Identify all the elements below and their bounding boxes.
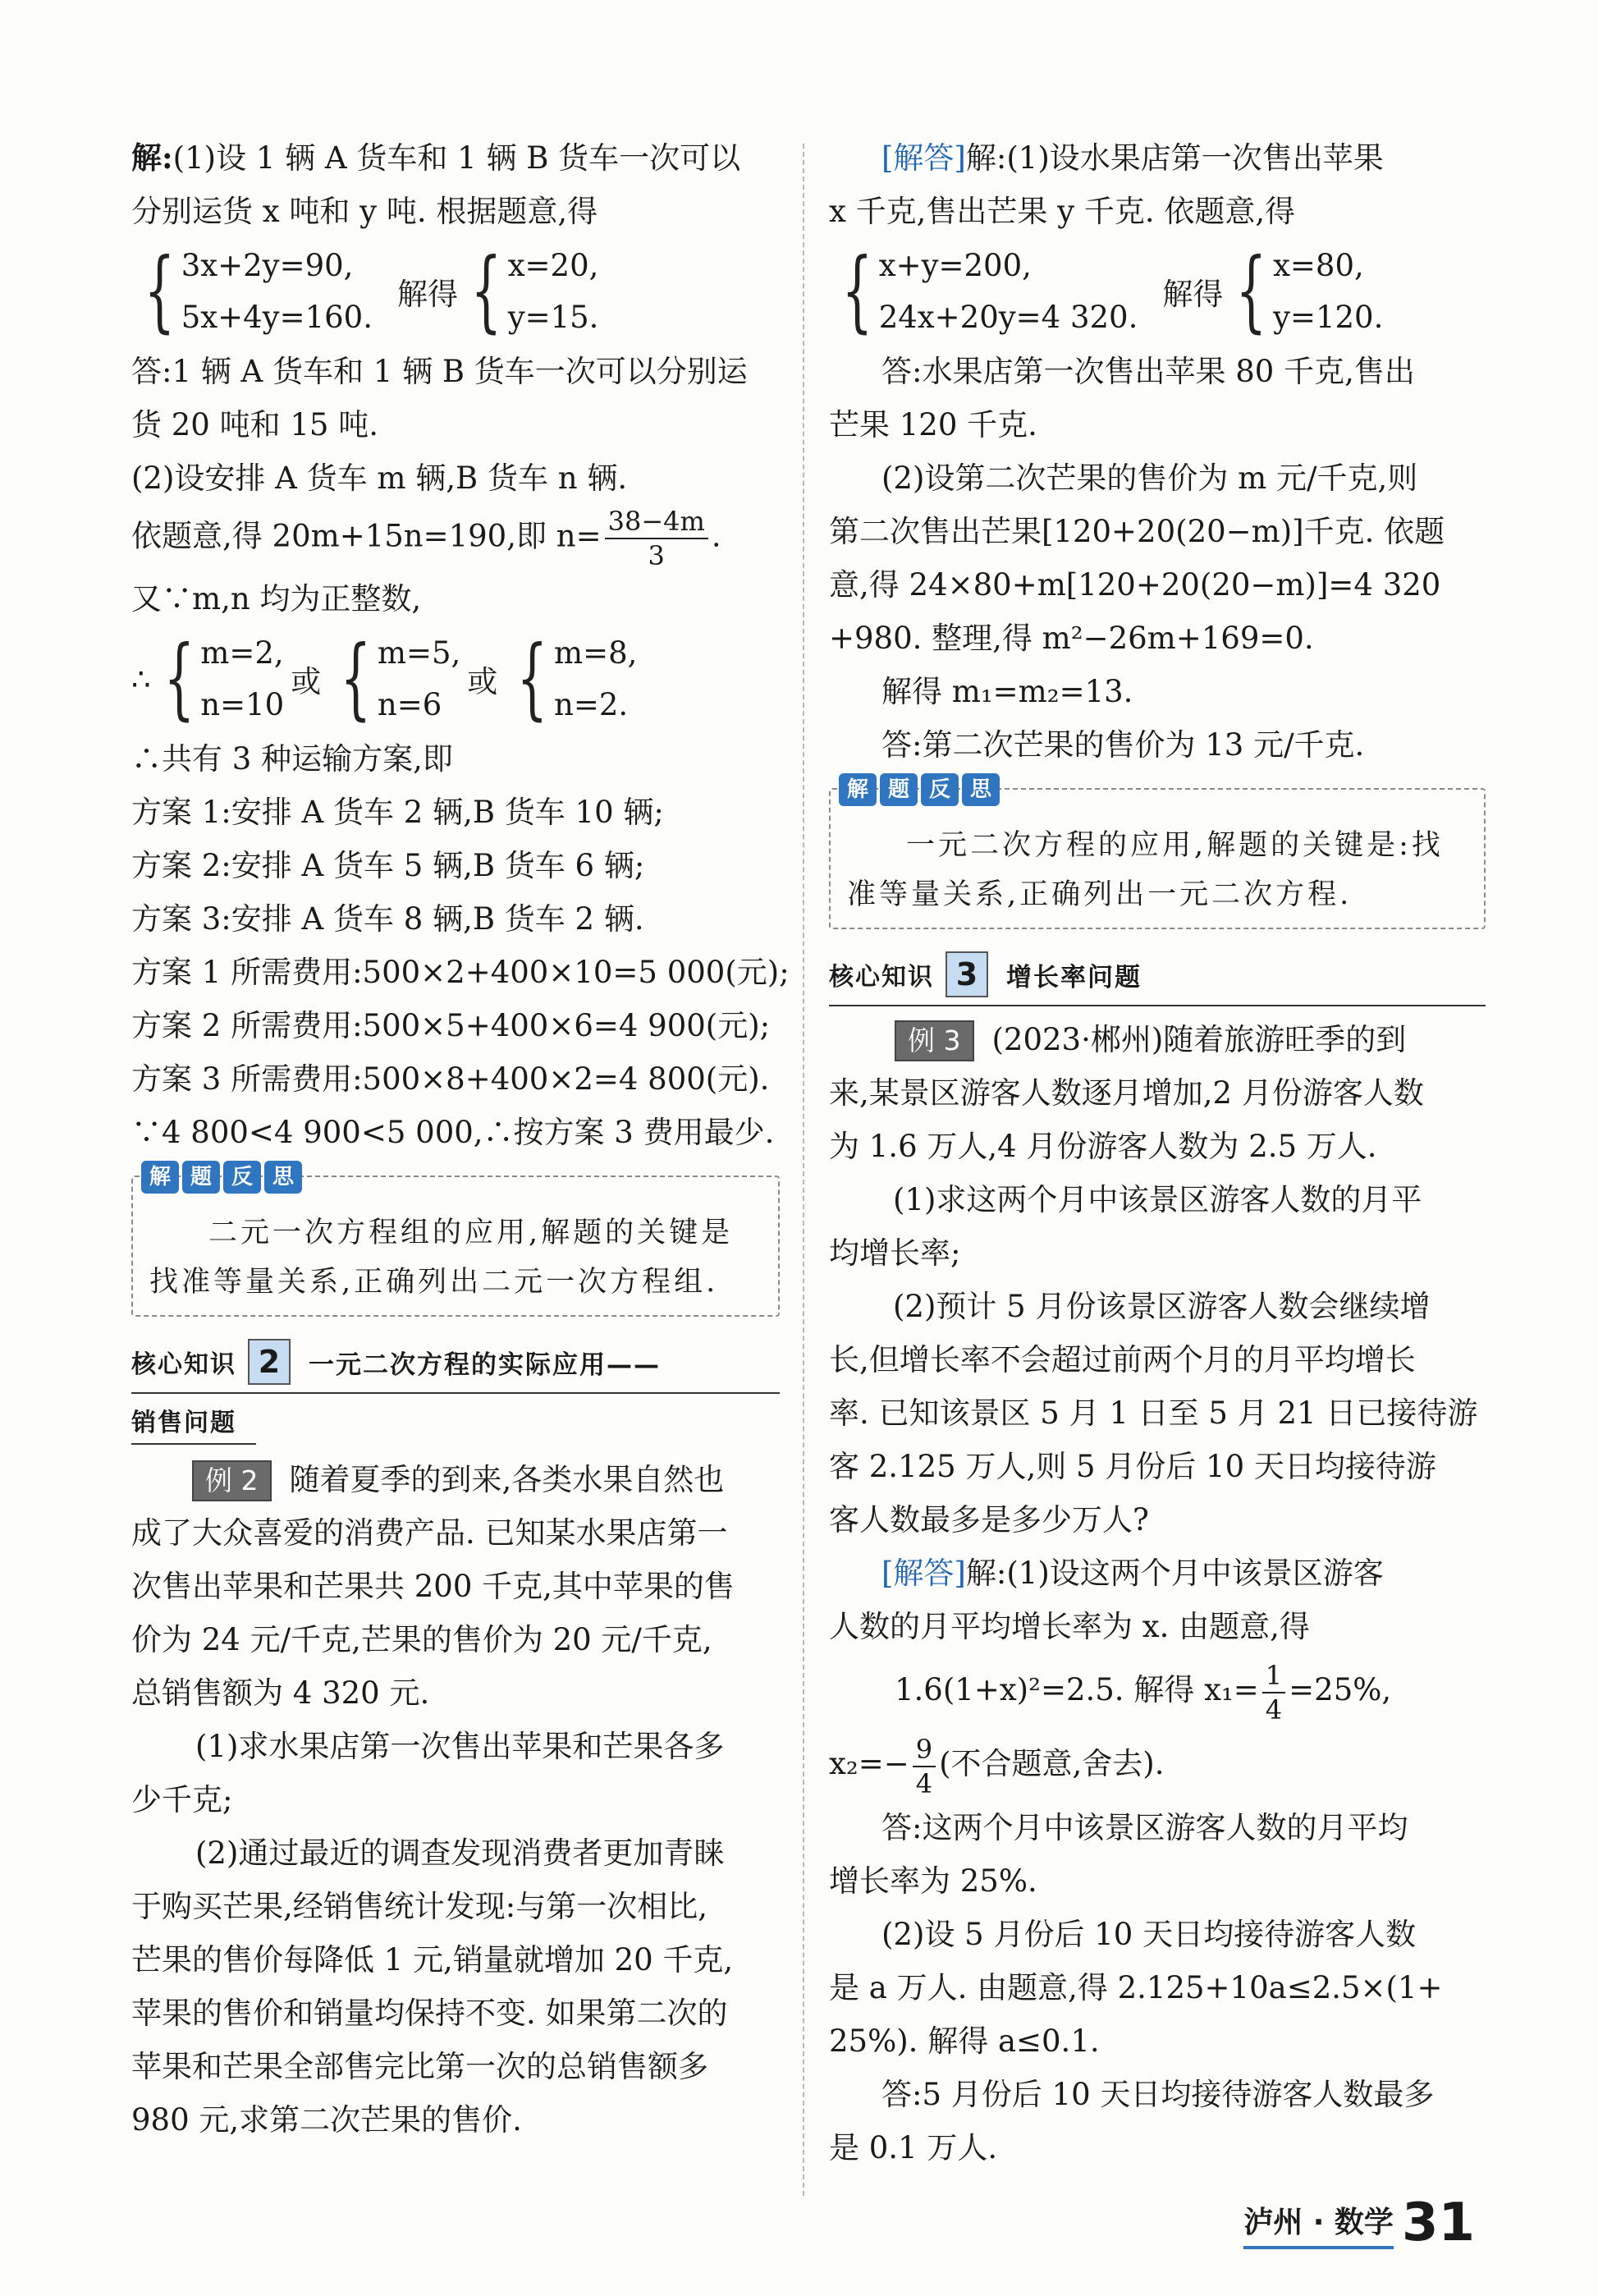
solution-1-line-2: 分别运货 x 吨和 y 吨. 根据题意,得 bbox=[131, 194, 598, 229]
page-number: 31 bbox=[1401, 2193, 1475, 2253]
example-2-line-1: 例 2 随着夏季的到来,各类水果自然也 bbox=[131, 1453, 780, 1506]
solution-1-line-1: 解:(1)设 1 辆 A 货车和 1 辆 B 货车一次可以 bbox=[131, 140, 741, 176]
cost-1: 方案 1 所需费用:500×2+400×10=5 000(元); bbox=[131, 955, 790, 990]
plan-2: 方案 2:安排 A 货车 5 辆,B 货车 6 辆; bbox=[131, 848, 645, 883]
solution-label: 解: bbox=[131, 140, 173, 176]
fraction: $\frac{9}{4}$ bbox=[913, 1733, 936, 1800]
section-2-header: 核心知识 2 一元二次方程的实际应用—— bbox=[131, 1331, 780, 1394]
example-2-tag: 例 2 bbox=[192, 1460, 272, 1501]
answer-1-line-1: 答:1 辆 A 货车和 1 辆 B 货车一次可以分别运 bbox=[131, 354, 748, 389]
equation-system-3: { x+y=200, 24x+20y=4 320. 解得 { x=80, y=120. bbox=[841, 240, 1384, 342]
part-2-line-2: 依题意,得 20m+15n=190,即 n= $\frac{38-4m}{3}$ . bbox=[131, 506, 721, 571]
right-column: [解答]解:(1)设水果店第一次售出苹果 x 千克,售出芒果 y 千克. 依题意,得 { x+y=200, 24x+20y=4 320. 解得 { x=80, y=120. 答:水果店第一次售出苹果 80 千克,售出 芒果 120 千克. (2)设第二次芒果的售价为 m 元/千克,则 第二次售出芒果[120+20(20−m)]千克. 依题 意,得 24×80+m[120+20(20−m)]=4 320 +980. 整理,得 m²−26m+169=0. 解得 m₁=m₂=13. 答:第二次芒果的售价为 13 元/千克. 解 题 反 思 一元二次方程的应用,解题的关键是:找 准等量关系,正确列出一元二次方程. 核心知识 3 增长率问题 例 3 (2023·郴州)随着旅游旺季的到 来,某景区游客人数逐月增加,2 月份游客人数 为 1.6 万人,4 月份游客人数为 2.5 万人. (1)求这两个月中该景区游客人数的月平 均增长率; (2)预计 5 月份该景区游客人数会继续增 长,但增长率不会超过前两个月的月平均增长 率. 已知该景区 5 月 1 日至 5 月 21 日已接待游 客 2.125 万人,则 5 月份后 10 天日均接待游 客人数最多是多少万人? [解答]解:(1)设这两个月中该景区游客 人数的月平均增长率为 x. 由题意,得 1.6(1+x)²=2.5. 解得 x₁= $\frac{1}{4}$ =25%, x₂=− $\frac{9}{4}$ (不合题意,舍去). 答:这两个月中该景区游客人数的月平均 增长率为 25%. (2)设 5 月份后 10 天日均接待游客人数 是 a 万人. 由题意,得 2.125+10a≤2.5×(1+ 25%). 解得 a≤0.1. 答:5 月份后 10 天日均接待游客人数最多 是 0.1 万人. bbox=[829, 131, 1486, 2175]
equation-system-1: { 3x+2y=90, 5x+4y=160. 解得 { x=20, y=15. bbox=[144, 240, 599, 342]
reflection-box-2: 解 题 反 思 一元二次方程的应用,解题的关键是:找 准等量关系,正确列出一元二次方程. bbox=[829, 788, 1486, 929]
section-2-subtitle: 销售问题 bbox=[131, 1394, 256, 1445]
conclusion: ∵4 800<4 900<5 000,∴按方案 3 费用最少. bbox=[131, 1115, 775, 1150]
section-3-header: 核心知识 3 增长率问题 bbox=[829, 944, 1486, 1006]
plans-intro: ∴共有 3 种运输方案,即 bbox=[131, 741, 453, 777]
left-column: 解:(1)设 1 辆 A 货车和 1 辆 B 货车一次可以 分别运货 x 吨和 y 吨. 根据题意,得 { 3x+2y=90, 5x+4y=160. 解得 { x=20, y=15. 答:1 辆 A 货车和 1 辆 B 货车一次可以分别运 货 20 吨和 15 吨. (2)设安排 A 货车 m 辆,B 货车 n 辆. 依题意,得 20m+15n=190,即 n= $\frac{38-4m}{3}$ . 又∵m,n 均为正整数, ∴ { m=2, n=10 或 { m=5, n=6 或 { m=8, n=2. ∴共有 3 种运输方案,即 方案 1:安排 A 货车 2 辆,B 货车 10 辆; 方案 2:安排 A 货车 5 辆,B 货车 6 辆; 方案 3:安排 A 货车 8 辆,B 货车 2 辆. 方案 1 所需费用:500×2+400×10=5 000(元); 方案 2 所需费用:500×5+400×6=4 900(元); 方案 3 所需费用:500×8+400×2=4 800(元). ∵4 800<4 900<5 000,∴按方案 3 费用最少. 解 题 反 思 二元一次方程组的应用,解题的关键是 找准等量关系,正确列出二元一次方程组. 核心知识 2 一元二次方程的实际应用—— 销售问题 例 2 随着夏季的到来,各类水果自然也 成了大众喜爱的消费产品. 已知某水果店第一 次售出苹果和芒果共 200 千克,其中苹果的售 价为 24 元/千克,芒果的售价为 20 元/千克, 总销售额为 4 320 元. (1)求水果店第一次售出苹果和芒果各多 少千克; (2)通过最近的调查发现消费者更加青睐 于购买芒果,经销售统计发现:与第一次相比, 芒果的售价每降低 1 元,销量就增加 20 千克, 苹果的售价和销量均保持不变. 如果第二次的 苹果和芒果全部售完比第一次的总销售额多 980 元,求第二次芒果的售价. bbox=[131, 131, 780, 2147]
footer-label: 泸州 · 数学 bbox=[1243, 2199, 1394, 2249]
column-divider bbox=[803, 144, 804, 2196]
part-2-line-1: (2)设安排 A 货车 m 辆,B 货车 n 辆. bbox=[131, 461, 628, 496]
cost-2: 方案 2 所需费用:500×5+400×6=4 900(元); bbox=[131, 1008, 771, 1043]
reflection-tags: 解 题 反 思 bbox=[839, 773, 1000, 806]
plan-1: 方案 1:安排 A 货车 2 辆,B 货车 10 辆; bbox=[131, 795, 664, 830]
reflection-box-1: 解 题 反 思 二元一次方程组的应用,解题的关键是 找准等量关系,正确列出二元一次方程组. bbox=[131, 1175, 780, 1317]
example-3-tag: 例 3 bbox=[895, 1020, 974, 1061]
fraction: $\frac{38-4m}{3}$ bbox=[605, 505, 708, 572]
answer-tag: [解答] bbox=[881, 140, 966, 176]
fraction: $\frac{1}{4}$ bbox=[1262, 1659, 1285, 1726]
reflection-tags: 解 题 反 思 bbox=[141, 1161, 302, 1194]
solution-3-line-1: [解答]解:(1)设这两个月中该景区游客 bbox=[881, 1556, 1384, 1591]
page-footer bbox=[1243, 2193, 1475, 2253]
cost-3: 方案 3 所需费用:500×8+400×2=4 800(元). bbox=[131, 1061, 770, 1097]
part-2-line-3: 又∵m,n 均为正整数, bbox=[131, 581, 422, 616]
example-3-line-1: 例 3 (2023·郴州)随着旅游旺季的到 bbox=[829, 1013, 1486, 1066]
plan-3: 方案 3:安排 A 货车 8 辆,B 货车 2 辆. bbox=[131, 901, 644, 937]
answer-line-1: [解答]解:(1)设水果店第一次售出苹果 bbox=[881, 140, 1384, 176]
equation-system-2: ∴ { m=2, n=10 或 { m=5, n=6 或 { m=8, n=2. bbox=[131, 627, 638, 730]
answer-1-line-2: 货 20 吨和 15 吨. bbox=[131, 407, 378, 442]
